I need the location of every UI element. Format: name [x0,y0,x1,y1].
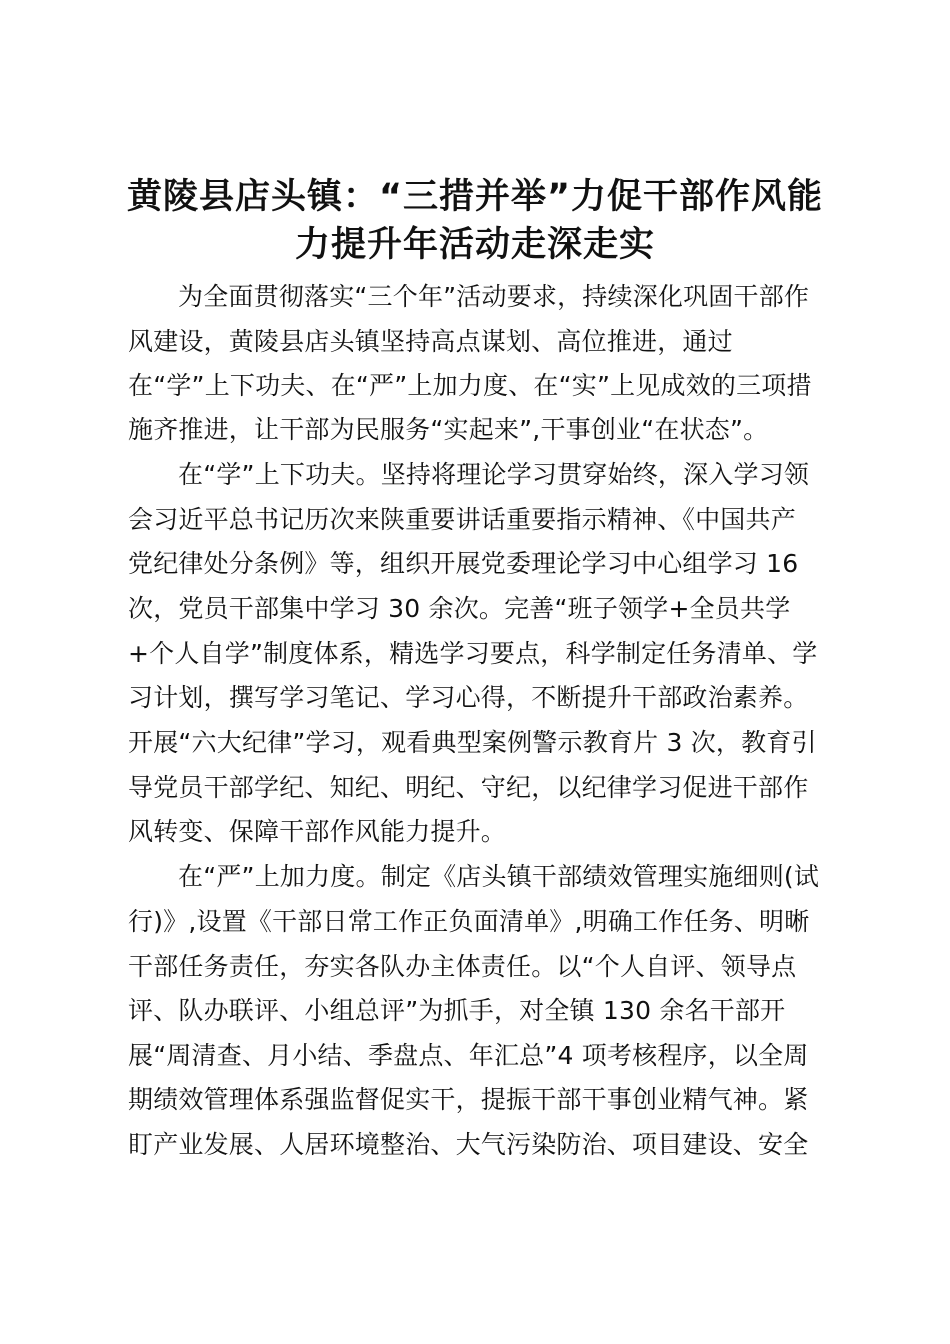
body-line-16: 干部任务责任，夯实各队办主体责任。以“个人自评、领导点 [128,952,797,981]
body-line-2: 风建设，黄陵县店头镇坚持高点谋划、高位推进，通过 [128,327,733,356]
body-line-10: 习计划，撰写学习笔记、学习心得，不断提升干部政治素养。 [128,683,809,712]
document-title-line-2: 力提升年活动走深走实 [294,225,655,265]
body-line-6: 会习近平总书记历次来陕重要讲话重要指示精神、《中国共产 [128,505,796,534]
body-line-15: 行)》,设置《干部日常工作正负面清单》,明确工作任务、明晰 [128,907,810,936]
body-line-13: 风转变、保障干部作风能力提升。 [128,817,507,846]
body-line-5: 在“学”上下功夫。坚持将理论学习贯穿始终，深入学习领 [178,460,810,489]
document-title-line-1: 黄陵县店头镇：“三措并举”力促干部作风能 [126,177,823,217]
body-line-9: +个人自学”制度体系，精选学习要点，科学制定任务清单、学 [128,639,818,668]
body-line-3: 在“学”上下功夫、在“严”上加力度、在“实”上见成效的三项措 [128,371,812,400]
body-line-12: 导党员干部学纪、知纪、明纪、守纪，以纪律学习促进干部作 [128,773,809,802]
body-line-18: 展“周清查、月小结、季盘点、年汇总”4 项考核程序，以全周 [128,1041,809,1070]
body-line-17: 评、队办联评、小组总评”为抓手，对全镇 130 余名干部开 [128,996,786,1025]
body-line-14: 在“严”上加力度。制定《店头镇干部绩效管理实施细则(试 [178,862,820,891]
body-line-20: 盯产业发展、人居环境整治、大气污染防治、项目建设、安全 [128,1130,809,1159]
body-line-1: 为全面贯彻落实“三个年”活动要求，持续深化巩固干部作 [178,282,810,311]
body-line-7: 党纪律处分条例》等，组织开展党委理论学习中心组学习 16 [128,549,799,578]
body-line-19: 期绩效管理体系强监督促实干，提振干部干事创业精气神。紧 [128,1085,809,1114]
body-line-4: 施齐推进，让干部为民服务“实起来”,干事创业“在状态”。 [128,415,769,444]
body-line-11: 开展“六大纪律”学习，观看典型案例警示教育片 3 次，教育引 [128,728,817,757]
body-line-8: 次，党员干部集中学习 30 余次。完善“班子领学+全员共学 [128,594,791,623]
